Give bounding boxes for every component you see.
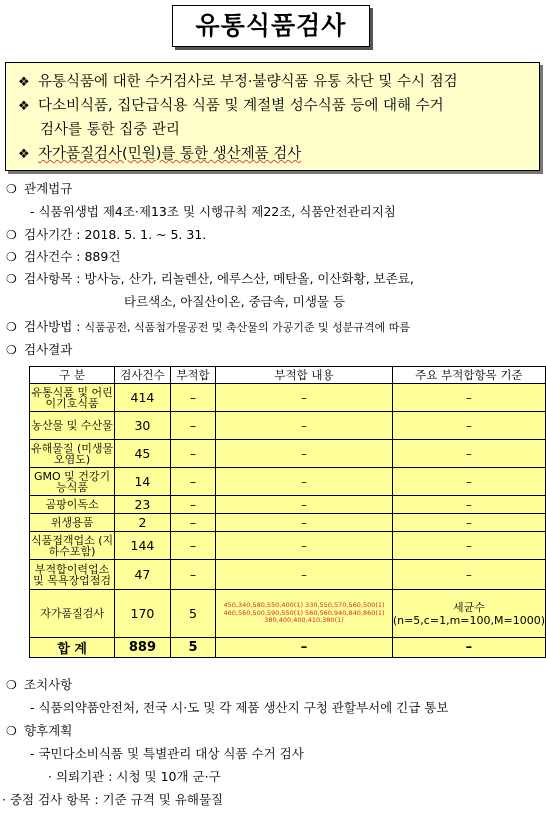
circle-bullet-icon: ❍ [6, 320, 17, 334]
column-header: 검사건수 [115, 367, 171, 384]
result-heading [6, 341, 72, 359]
summary-item-text: 자가품질검사(민원)를 통한 생산제품 검사 [38, 146, 302, 162]
category-cell: 유해물질 (미생물오염도) [30, 441, 114, 466]
period-line [6, 226, 206, 244]
items-line [6, 270, 414, 288]
summary-item-text: 유통식품에 대한 수거검사로 부정·불량식품 유통 차단 및 수시 점검 [38, 74, 458, 90]
standard-cell: – [392, 496, 545, 514]
diamond-bullet-icon: ❖ [18, 99, 30, 114]
circle-bullet-icon: ❍ [6, 228, 17, 242]
count-line [6, 248, 120, 266]
count-cell: 170 [115, 590, 171, 638]
category-cell: GMO 및 건강기능식품 [30, 468, 115, 496]
law-detail: - 식품위생법 제4조·제13조 및 시행규칙 제22조, 식품안전관리지침 [30, 204, 396, 219]
count-cell: 23 [115, 496, 171, 514]
total-nonconform-cell: 5 [170, 638, 216, 658]
nonconform-cell: – [170, 468, 216, 496]
count-cell: 144 [115, 532, 171, 560]
plan-label: 향후계획 [24, 723, 73, 738]
total-standard-cell: – [392, 638, 545, 658]
plan-heading [6, 722, 72, 740]
nonconform-cell: – [170, 412, 216, 440]
column-header: 부적합 [170, 367, 216, 384]
standard-cell: – [392, 514, 545, 532]
nonconform-cell: – [170, 514, 216, 532]
result-label: 검사결과 [24, 342, 73, 357]
detail-cell: – [216, 532, 393, 560]
nonconform-cell: – [170, 496, 216, 514]
summary-item-2-continued: 검사를 통한 집중 관리 [40, 122, 180, 138]
standard-cell: – [392, 532, 545, 560]
total-count-cell: 889 [115, 638, 171, 658]
nonconform-cell: 5 [170, 590, 216, 638]
summary-item-3 [18, 144, 301, 165]
table-row [30, 560, 546, 590]
standard-cell: – [392, 440, 545, 468]
nonconform-cell: – [170, 532, 216, 560]
nonconform-cell: – [170, 440, 216, 468]
summary-item-text: 다소비식품, 집단급식용 식품 및 계절별 성수식품 등에 대해 수거 [38, 98, 444, 114]
summary-item-2 [18, 96, 444, 117]
detail-cell: – [216, 440, 393, 468]
table-header-row [30, 367, 546, 384]
total-label-cell: 합 계 [30, 638, 115, 658]
detail-cell: 450,340,580,550,400(1) 330,550,570,560,500(1) 460,560,500,590,550(1) 560,560,940,840,860(1) 380,400,400,410,380(1) [216, 590, 393, 638]
category-cell: 농산물 및 수산물 [30, 412, 115, 440]
standard-cell: 세균수 (n=5,c=1,m=100,M=1000) [392, 590, 545, 638]
diamond-bullet-icon: ❖ [18, 147, 30, 162]
method-line [6, 318, 410, 337]
category-cell: 위생용품 [30, 514, 115, 532]
plan-line-2: · 의뢰기관 : 시청 및 10개 군·구 [48, 769, 221, 784]
circle-bullet-icon: ❍ [6, 272, 17, 286]
results-table [29, 366, 546, 658]
circle-bullet-icon: ❍ [6, 724, 17, 738]
period-text: 검사기간 : 2018. 5. 1. ~ 5. 31. [24, 227, 207, 242]
summary-item-1 [18, 72, 458, 93]
circle-bullet-icon: ❍ [6, 250, 17, 264]
table-row [30, 496, 546, 514]
page-title: 유통식품검사 [172, 5, 370, 47]
detail-cell: – [216, 468, 393, 496]
total-detail-cell: – [216, 638, 393, 658]
action-label: 조치사항 [24, 677, 73, 692]
items-line-2: 타르색소, 아질산이온, 중금속, 미생물 등 [124, 294, 346, 309]
summary-box [5, 62, 540, 171]
plan-line-3: · 중점 검사 항목 : 기준 규격 및 유해물질 [2, 792, 224, 807]
circle-bullet-icon: ❍ [6, 343, 17, 357]
table-total-row [30, 638, 546, 658]
plan-line-1: - 국민다소비식품 및 특별관리 대상 식품 수거 검사 [30, 746, 304, 761]
standard-cell: – [392, 412, 545, 440]
count-text: 검사건수 : 889건 [24, 249, 121, 264]
action-detail: - 식품의약품안전처, 전국 시·도 및 각 제품 생산지 구청 관할부서에 긴급 통보 [30, 700, 449, 715]
table-row [30, 514, 546, 532]
column-header: 부적합 내용 [216, 367, 393, 384]
standard-cell: – [392, 384, 545, 412]
count-cell: 2 [115, 514, 171, 532]
category-cell: 자가품질검사 [30, 590, 115, 638]
count-cell: 30 [115, 412, 171, 440]
circle-bullet-icon: ❍ [6, 182, 17, 196]
detail-cell: – [216, 412, 393, 440]
table-row [30, 384, 546, 412]
count-cell: 45 [115, 440, 171, 468]
nonconform-cell: – [170, 384, 216, 412]
method-detail: 식품공전, 식품첨가물공전 및 축산물의 가공기준 및 성분규격에 따름 [84, 321, 410, 334]
table-row [30, 468, 546, 496]
action-heading [6, 676, 72, 694]
detail-cell: – [216, 384, 393, 412]
standard-cell: – [392, 560, 545, 590]
circle-bullet-icon: ❍ [6, 678, 17, 692]
category-cell: 식품접객업소 (지하수포함) [30, 533, 114, 558]
category-cell: 유통식품 및 어린이기호식품 [31, 385, 113, 410]
count-cell: 47 [115, 560, 171, 590]
items-text: 검사항목 : 방사능, 산가, 리놀렌산, 에루스산, 메탄올, 이산화황, 보존료, [24, 271, 414, 286]
detail-cell: – [216, 514, 393, 532]
law-heading [6, 180, 72, 198]
method-label: 검사방법 : [24, 319, 81, 334]
table-row [30, 440, 546, 468]
detail-cell: – [216, 496, 393, 514]
column-header: 구 분 [30, 367, 115, 384]
diamond-bullet-icon: ❖ [18, 75, 30, 90]
count-cell: 14 [115, 468, 171, 496]
table-row [30, 590, 546, 638]
law-label: 관계법규 [24, 181, 73, 196]
category-cell: 곰팡이독소 [30, 496, 115, 514]
category-cell: 부적합이력업소 및 목욕장업점검 [30, 560, 115, 590]
count-cell: 414 [115, 384, 171, 412]
detail-cell: – [216, 560, 393, 590]
nonconform-cell: – [170, 560, 216, 590]
table-row [30, 532, 546, 560]
column-header: 주요 부적합항목 기준 [392, 367, 545, 384]
standard-cell: – [392, 468, 545, 496]
table-row [30, 412, 546, 440]
